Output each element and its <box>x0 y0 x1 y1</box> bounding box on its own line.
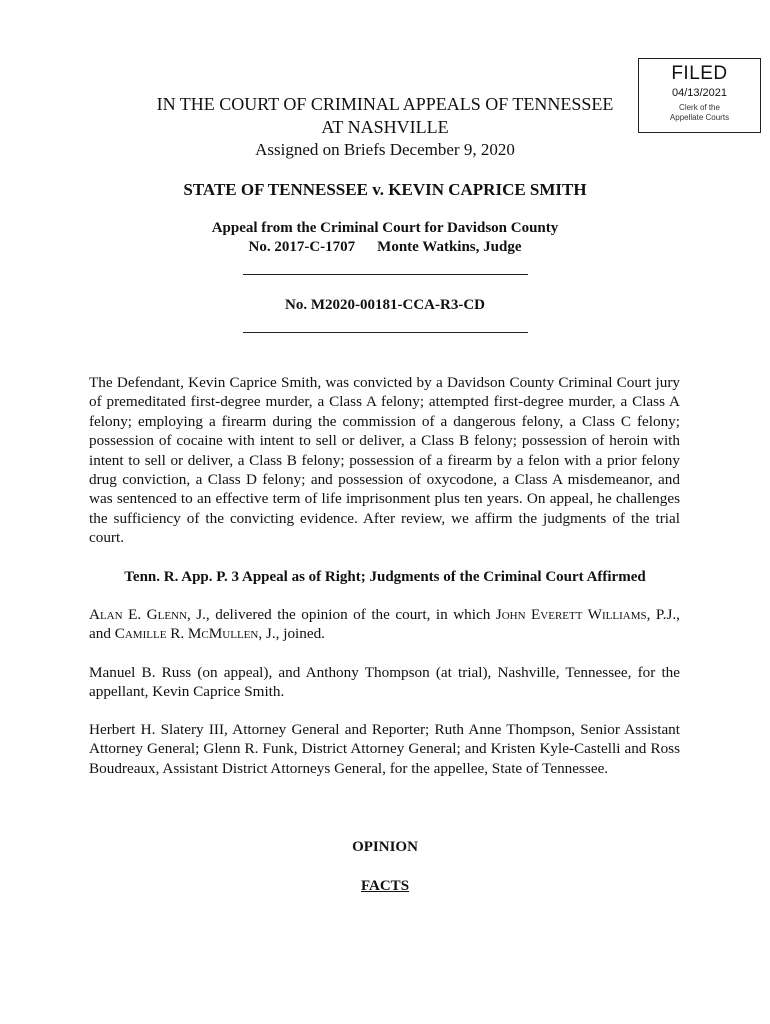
stamp-title: FILED <box>671 63 728 84</box>
case-caption: STATE OF TENNESSEE v. KEVIN CAPRICE SMITH <box>183 180 587 199</box>
judge-williams: John Everett Williams <box>495 606 647 623</box>
appeal-from: Appeal from the Criminal Court for Davidson County <box>211 220 559 236</box>
court-name: IN THE COURT OF CRIMINAL APPEALS OF TENNESSEE <box>156 94 614 114</box>
facts-heading: FACTS <box>360 878 410 894</box>
court-location: AT NASHVILLE <box>321 117 449 137</box>
opinion-heading: OPINION <box>352 839 418 855</box>
stamp-courts-line: Appellate Courts <box>669 113 730 122</box>
holding-line: Tenn. R. App. P. 3 Appeal as of Right; Judgments of the Criminal Court Affirmed <box>124 569 646 585</box>
author-name: Alan E. Glenn <box>89 606 187 623</box>
stamp-clerk-line: Clerk of the <box>679 103 720 112</box>
opinion-authorship: Alan E. Glenn, J., delivered the opinion of the court, in which John Everett Williams, P.J., and Camille R. McMullen, J., joined. <box>89 606 680 643</box>
counsel-appellant: Manuel B. Russ (on appeal), and Anthony Thompson (at trial), Nashville, Tennessee, for the appellant, Kevin Caprice Smith. <box>89 664 680 701</box>
divider-top <box>243 274 528 275</box>
divider-bottom <box>243 332 528 333</box>
assigned-date: Assigned on Briefs December 9, 2020 <box>255 140 515 159</box>
case-summary: The Defendant, Kevin Caprice Smith, was convicted by a Davidson County Criminal Court jury of premeditated first-degree murder, a Class A felony; attempted first-degree murder, a Class A felony; employing a firearm during the commission of a dangerous felony, a Class C felony; possession of cocaine with intent to sell or deliver, a Class B felony; possession of heroin with intent to sell or deliver, a Class B felony; possession of a firearm by a felon with a prior felony drug conviction, a Class D felony; and possession of oxycodone, a Class A misdemeanor, and was sentenced to an effective term of life imprisonment plus ten years. On appeal, he challenges the sufficiency of the convicting evidence. After review, we affirm the judgments of the trial court. <box>89 374 680 547</box>
appeal-case-number: No. M2020-00181-CCA-R3-CD <box>285 297 485 313</box>
counsel-appellee: Herbert H. Slatery III, Attorney General and Reporter; Ruth Anne Thompson, Senior Assistant Attorney General; Glenn R. Funk, District Attorney General; and Kristen Kyle-Castelli and Ross Boudreaux, Assistant District Attorneys General, for the appellee, State of Tennessee. <box>89 721 680 777</box>
trial-judge: Monte Watkins, Judge <box>377 239 522 255</box>
stamp-date: 04/13/2021 <box>671 87 728 99</box>
trial-info <box>0 238 770 257</box>
judge-mcmullen: Camille R. McMullen <box>114 625 259 643</box>
trial-case-number: No. 2017-C-1707 <box>248 239 356 255</box>
